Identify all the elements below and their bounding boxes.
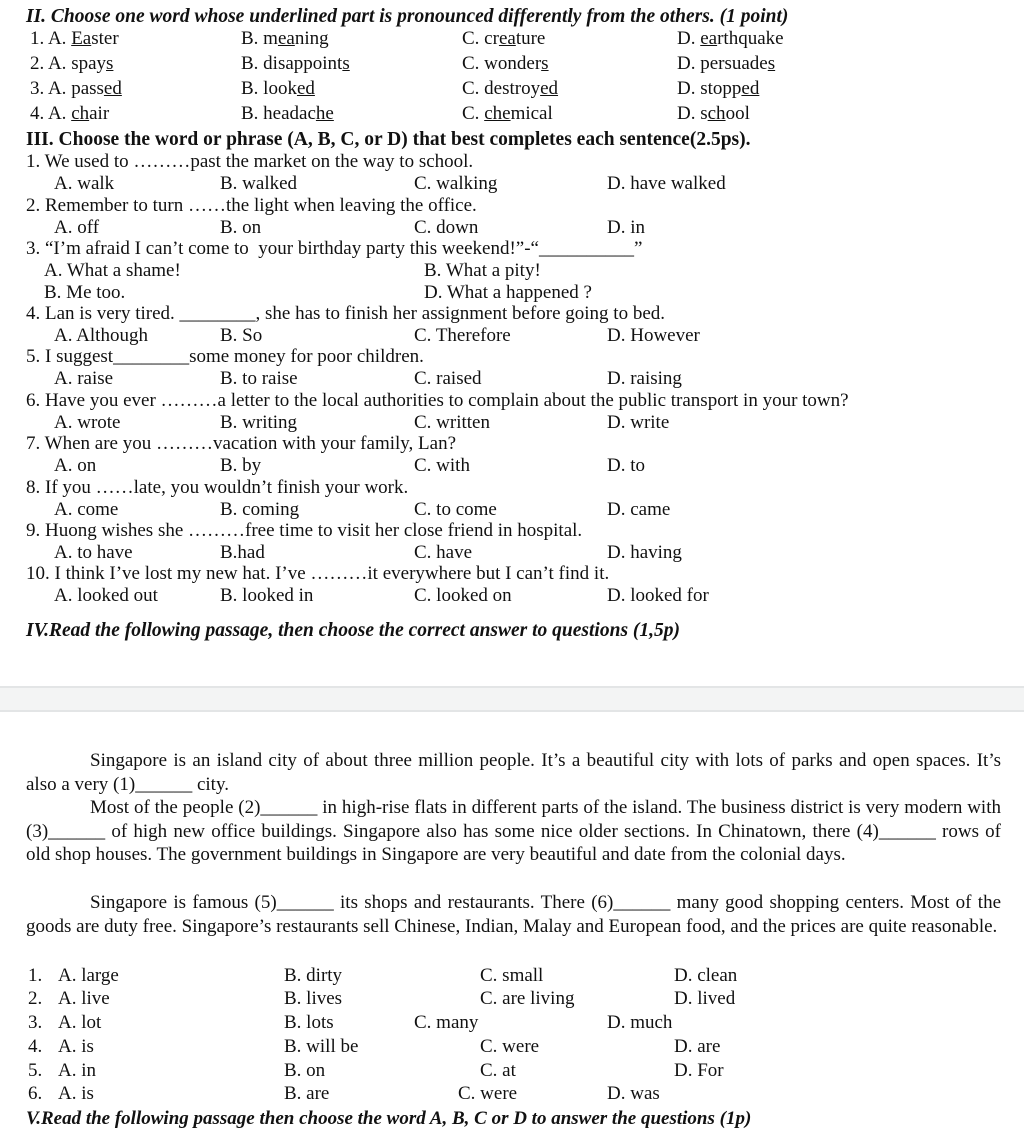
option-a: A. lot (58, 1012, 102, 1033)
underlined-part: ea (498, 28, 516, 49)
word-part: D. (677, 28, 701, 49)
option-d: D. was (607, 1083, 660, 1104)
option-a: A. wrote (54, 412, 121, 433)
option-b: B. on (220, 217, 262, 238)
option-b: B. are (284, 1083, 330, 1104)
section-5-heading: V.Read the following passage then choose the word A, B, C or D to answer the questions (1p) (26, 1108, 752, 1129)
word-part: D. s (677, 103, 708, 124)
underlined-part: s (541, 53, 549, 74)
word-part: ning (294, 28, 329, 49)
passage-paragraph-2 (26, 796, 1001, 867)
question-text: 3. “I’m afraid I can’t come to your birthday party this weekend!”-“__________” (26, 238, 643, 259)
option-c (462, 103, 553, 125)
underlined-part: ch (707, 103, 726, 124)
question-text: 10. I think I’ve lost my new hat. I’ve ………it everywhere but I can’t find it. (26, 563, 610, 584)
option-a: A. live (58, 988, 110, 1009)
passage-text-2: Most of the people (2)______ in high-rise flats in different parts of the island. The business district is very modern with (3)______ of high new office buildings. Singapore also has some nice older sections. In Chinatown, there (4)______ rows of old shop houses. The government buildings in Singapore are very beautiful and date from the colonial days. (26, 797, 1001, 865)
option-a: A. come (54, 499, 119, 520)
option-c (462, 53, 549, 75)
option-a (30, 103, 109, 125)
word-part: C. destroy (462, 78, 541, 99)
option-c: C. with (414, 455, 470, 476)
option-d: D. came (607, 499, 671, 520)
passage-paragraph-1 (26, 749, 1001, 796)
answer-number: 4. (28, 1036, 43, 1057)
underlined-part: ed (103, 78, 122, 99)
option-b: B.had (220, 542, 265, 563)
option-a: A. is (58, 1083, 94, 1104)
option-d (677, 103, 750, 125)
option-c: C. Therefore (414, 325, 511, 346)
word-part: D. stopp (677, 78, 742, 99)
question-text: 9. Huong wishes she ………free time to visit her close friend in hospital. (26, 520, 583, 541)
option-c: C. written (414, 412, 490, 433)
underlined-part: ea (700, 28, 718, 49)
word-part: C. cr (462, 28, 499, 49)
underlined-part: ed (741, 78, 760, 99)
word-part: B. disappoint (241, 53, 343, 74)
option-b: B. lives (284, 988, 343, 1009)
option-c: C. at (480, 1060, 516, 1081)
option-d: D. lived (674, 988, 736, 1009)
option-b: B. writing (220, 412, 298, 433)
option-a: A. raise (54, 368, 114, 389)
option-a (30, 78, 122, 100)
option-d: D. However (607, 325, 700, 346)
option-a: A. to have (54, 542, 133, 563)
option-a (30, 53, 113, 75)
word-part: D. persuade (677, 53, 768, 74)
option-b (241, 53, 350, 75)
question-text: 5. I suggest________some money for poor children. (26, 346, 424, 367)
word-part: rthquake (717, 28, 784, 49)
option-b: B. on (284, 1060, 326, 1081)
option-c: B. Me too. (44, 282, 126, 303)
underlined-part: ed (540, 78, 559, 99)
underlined-part: ea (277, 28, 295, 49)
option-c: C. small (480, 965, 544, 986)
option-d: D. have walked (607, 173, 726, 194)
option-b: B. will be (284, 1036, 359, 1057)
section-4-heading: IV.Read the following passage, then choose the correct answer to questions (1,5p) (26, 620, 681, 641)
option-c: C. many (414, 1012, 479, 1033)
word-part: 2. A. (30, 53, 67, 74)
word-part: 3. A. (30, 78, 67, 99)
option-d (677, 28, 784, 50)
option-a: A. in (58, 1060, 96, 1081)
underlined-part: s (342, 53, 350, 74)
option-d: D. much (607, 1012, 673, 1033)
underlined-part: s (106, 53, 114, 74)
option-b: B. coming (220, 499, 300, 520)
option-d: D. in (607, 217, 645, 238)
underlined-part: ed (296, 78, 315, 99)
option-b: B. lots (284, 1012, 334, 1033)
word-part: B. m (241, 28, 278, 49)
underlined-part: he (315, 103, 334, 124)
answer-number: 6. (28, 1083, 43, 1104)
option-c (462, 28, 545, 50)
option-a: A. off (54, 217, 100, 238)
option-a: A. What a shame! (44, 260, 181, 281)
option-c: C. were (458, 1083, 518, 1104)
question-text: 7. When are you ………vacation with your family, Lan? (26, 433, 457, 454)
option-d: D. to (607, 455, 645, 476)
answer-number: 1. (28, 965, 43, 986)
answer-number: 5. (28, 1060, 43, 1081)
option-b: B. walked (220, 173, 298, 194)
option-a: A. looked out (54, 585, 158, 606)
option-a: A. on (54, 455, 97, 476)
option-d: D. having (607, 542, 682, 563)
word-part: 1. A. (30, 28, 67, 49)
answer-number: 2. (28, 988, 43, 1009)
option-d (677, 78, 759, 100)
word-part: C. (462, 103, 485, 124)
option-c: C. to come (414, 499, 497, 520)
option-b (241, 78, 315, 100)
option-b (241, 28, 329, 50)
word-part: ster (91, 28, 119, 49)
option-d: D. For (674, 1060, 724, 1081)
answer-number: 3. (28, 1012, 43, 1033)
passage-paragraph-3 (26, 891, 1001, 938)
section-2-heading: II. Choose one word whose underlined part is pronounced differently from the others. (1 point) (26, 6, 789, 27)
option-b: B. So (220, 325, 263, 346)
option-a: A. Although (54, 325, 148, 346)
option-a: A. walk (54, 173, 115, 194)
word-part: spay (71, 53, 107, 74)
option-b (241, 103, 334, 125)
option-c: C. were (480, 1036, 540, 1057)
option-c: C. walking (414, 173, 498, 194)
option-b: B. What a pity! (424, 260, 541, 281)
option-d: D. write (607, 412, 670, 433)
word-part: air (89, 103, 110, 124)
question-text: 6. Have you ever ………a letter to the local authorities to complain about the public transport in your town? (26, 390, 849, 411)
option-d: D. What a happened ? (424, 282, 592, 303)
option-d: D. clean (674, 965, 738, 986)
option-b: B. looked in (220, 585, 314, 606)
option-c: C. have (414, 542, 473, 563)
underlined-part: ch (71, 103, 90, 124)
option-c: C. raised (414, 368, 482, 389)
option-c: C. down (414, 217, 479, 238)
section-3-heading: III. Choose the word or phrase (A, B, C, or D) that best completes each sentence(2.5ps). (26, 129, 751, 150)
passage-text-3: Singapore is famous (5)______ its shops and restaurants. There (6)______ many good shopping centers. Most of the goods are duty free. Singapore’s restaurants sell Chinese, Indian, Malay and European food, and the prices are quite reasonable. (26, 892, 1001, 937)
option-b: B. to raise (220, 368, 298, 389)
option-a: A. is (58, 1036, 94, 1057)
question-text: 8. If you ……late, you wouldn’t finish your work. (26, 477, 409, 498)
question-text: 4. Lan is very tired. ________, she has to finish her assignment before going to bed. (26, 303, 666, 324)
option-d (677, 53, 775, 75)
word-part: pass (71, 78, 104, 99)
option-c (462, 78, 558, 100)
word-part: B. headac (241, 103, 316, 124)
option-b: B. by (220, 455, 262, 476)
word-part: B. look (241, 78, 297, 99)
option-a (30, 28, 119, 50)
word-part: C. wonder (462, 53, 542, 74)
option-b: B. dirty (284, 965, 343, 986)
option-d: D. are (674, 1036, 721, 1057)
question-text: 1. We used to ………past the market on the way to school. (26, 151, 474, 172)
option-c: C. looked on (414, 585, 512, 606)
page-break (0, 686, 1024, 712)
option-d: D. raising (607, 368, 682, 389)
word-part: mical (510, 103, 553, 124)
underlined-part: che (484, 103, 511, 124)
passage-text-1: Singapore is an island city of about three million people. It’s a beautiful city with lots of parks and open spaces. It’s also a very (1)______ city. (26, 750, 1001, 795)
word-part: 4. A. (30, 103, 67, 124)
underlined-part: Ea (71, 28, 92, 49)
word-part: ture (515, 28, 546, 49)
question-text: 2. Remember to turn ……the light when leaving the office. (26, 195, 477, 216)
underlined-part: s (767, 53, 776, 74)
option-c: C. are living (480, 988, 575, 1009)
word-part: ool (725, 103, 750, 124)
option-d: D. looked for (607, 585, 709, 606)
option-a: A. large (58, 965, 119, 986)
